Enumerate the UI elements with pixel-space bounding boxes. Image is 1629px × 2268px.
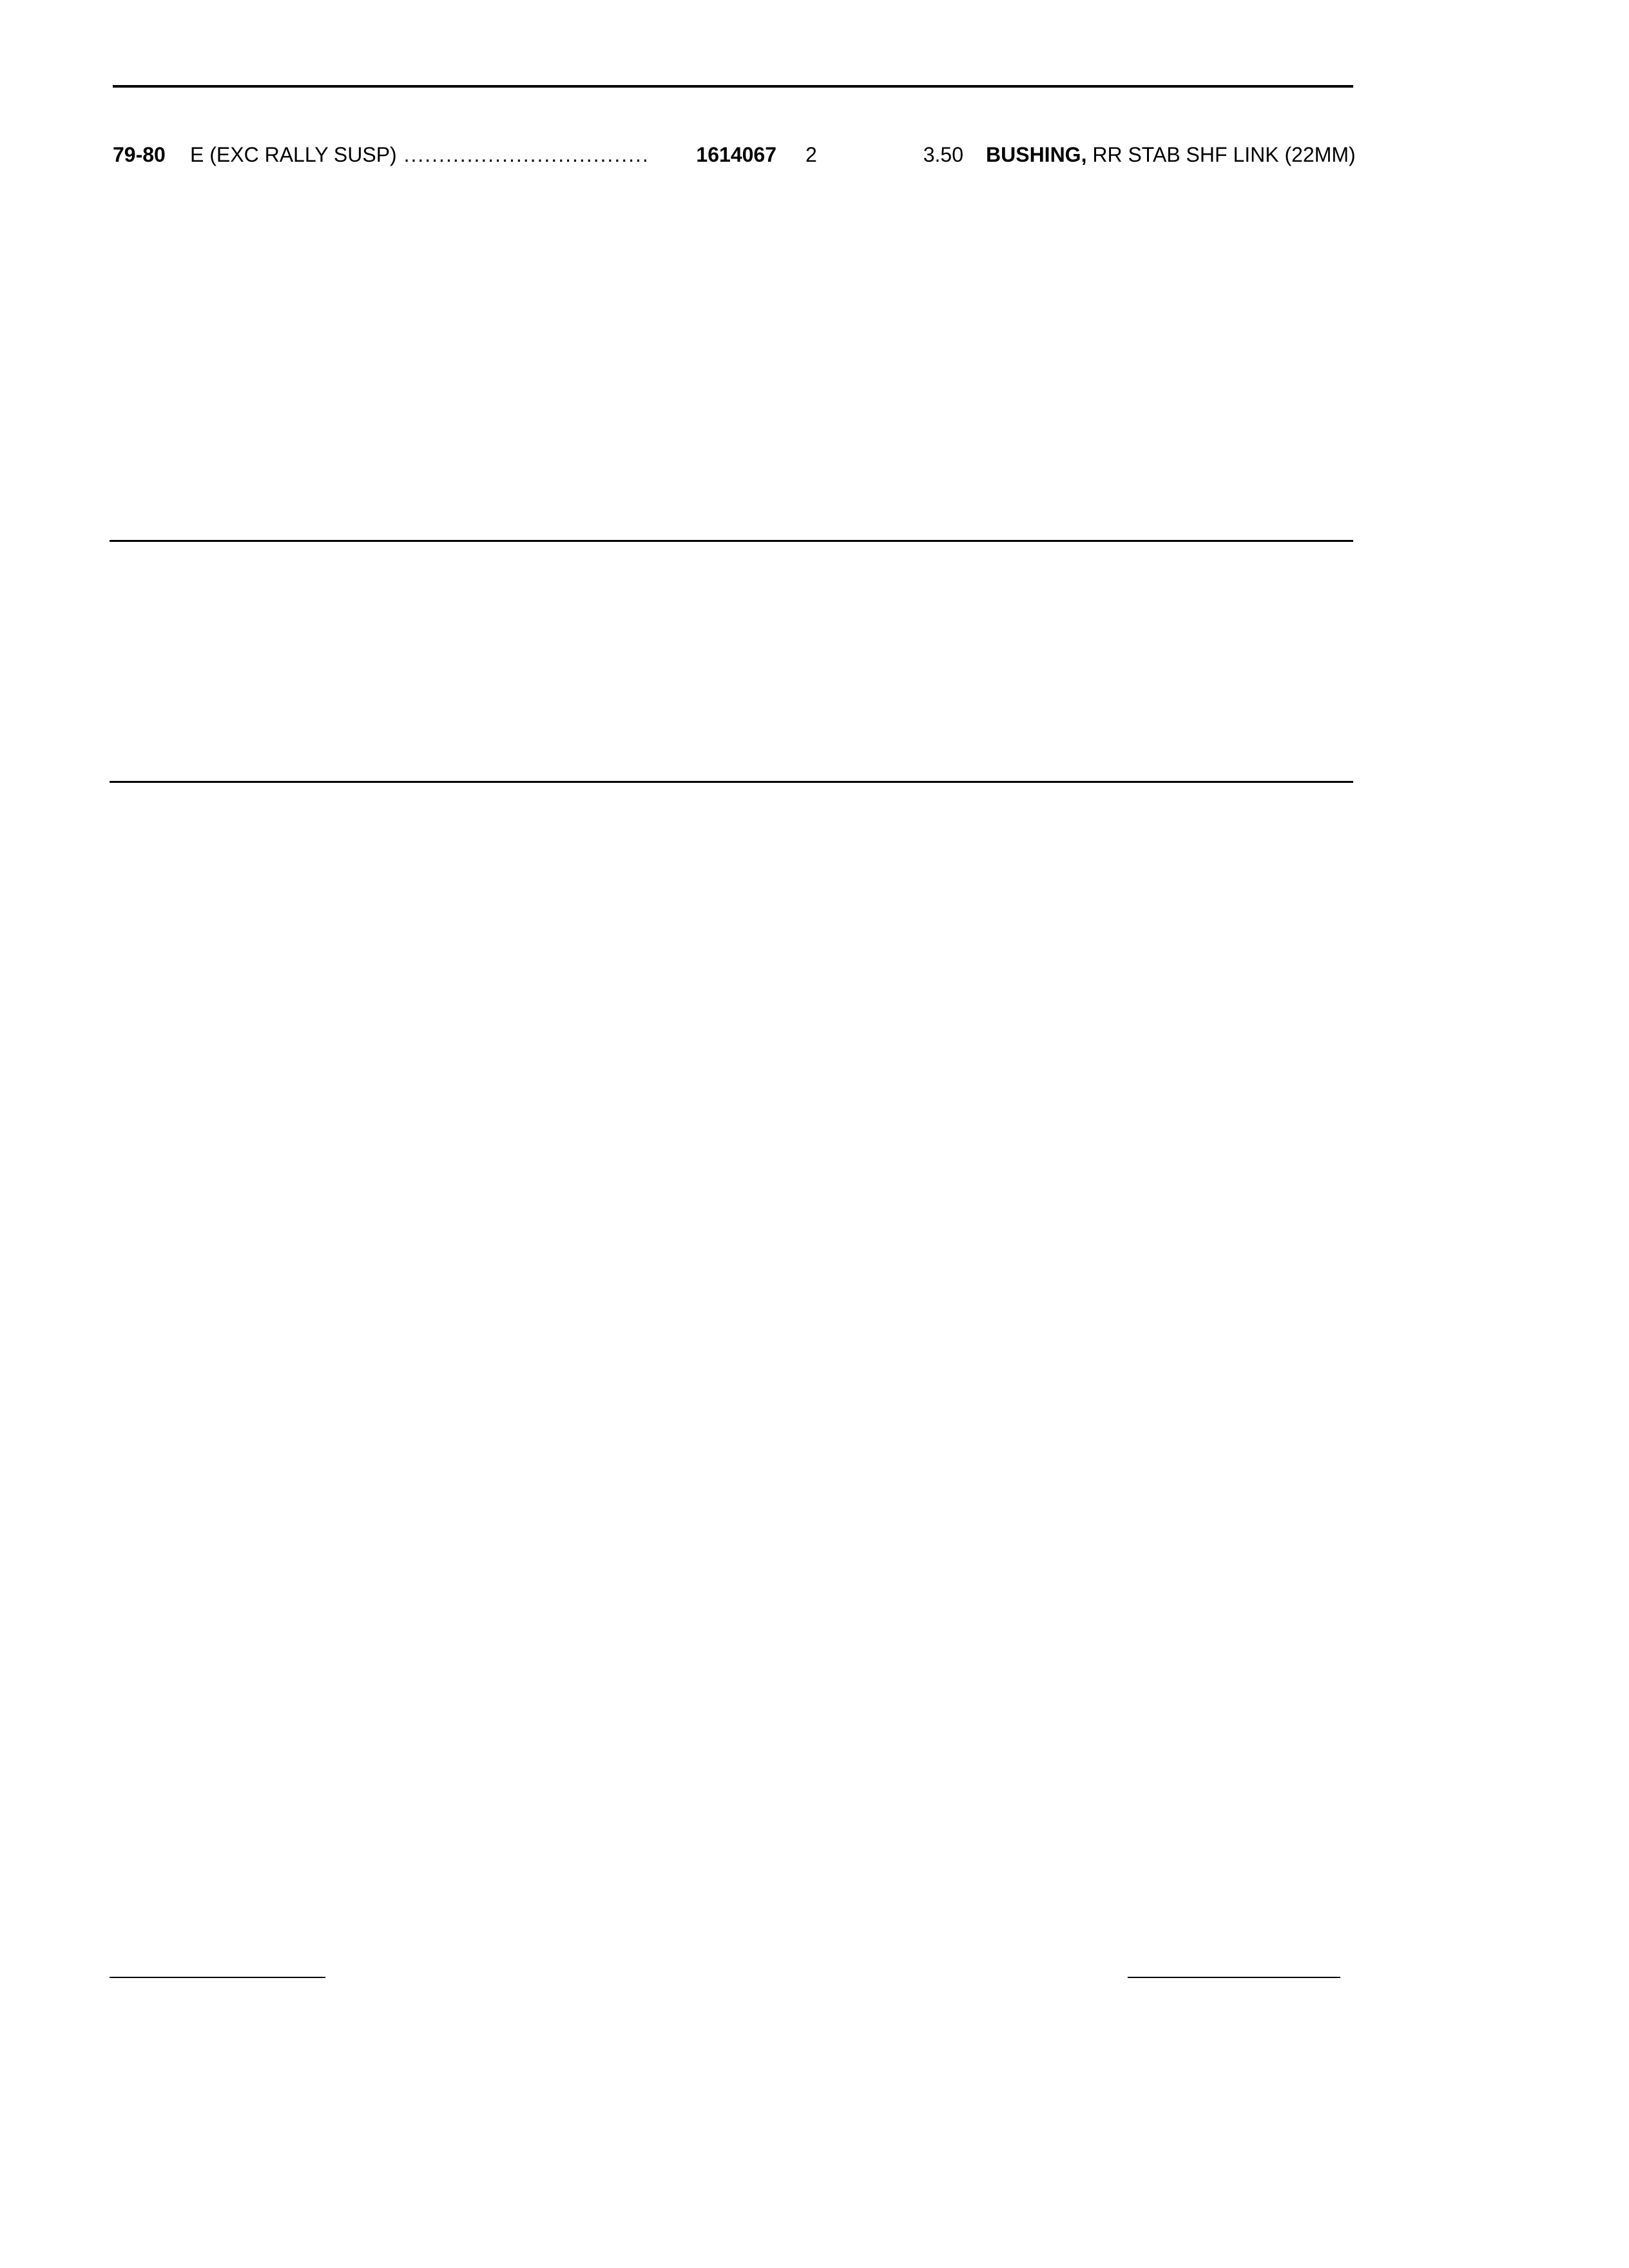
section-heading <box>193 104 354 133</box>
quantity: 2 <box>805 143 817 166</box>
title-rule <box>113 85 1353 88</box>
price: 3.50 <box>923 143 963 166</box>
section-heading <box>193 1587 354 1616</box>
model-years-text: 79-80 <box>113 143 166 166</box>
application-line: E (EXC RALLY SUSP) ..... <box>190 143 648 167</box>
section-heading <box>193 249 354 278</box>
description-name: BUSHING, <box>986 143 1087 166</box>
description-line <box>986 143 1356 167</box>
footer-rule-left <box>110 1977 325 1978</box>
section-heading <box>193 488 354 517</box>
description-text: RR STAB SHF LINK (22MM) <box>1092 143 1356 166</box>
part-number: 1614067 <box>696 143 776 166</box>
notes-bottom-rule <box>110 781 1353 783</box>
footer-rule-right <box>1128 1977 1340 1978</box>
notes-top-rule <box>110 540 1353 542</box>
model-years <box>113 143 166 167</box>
description <box>986 143 1356 167</box>
